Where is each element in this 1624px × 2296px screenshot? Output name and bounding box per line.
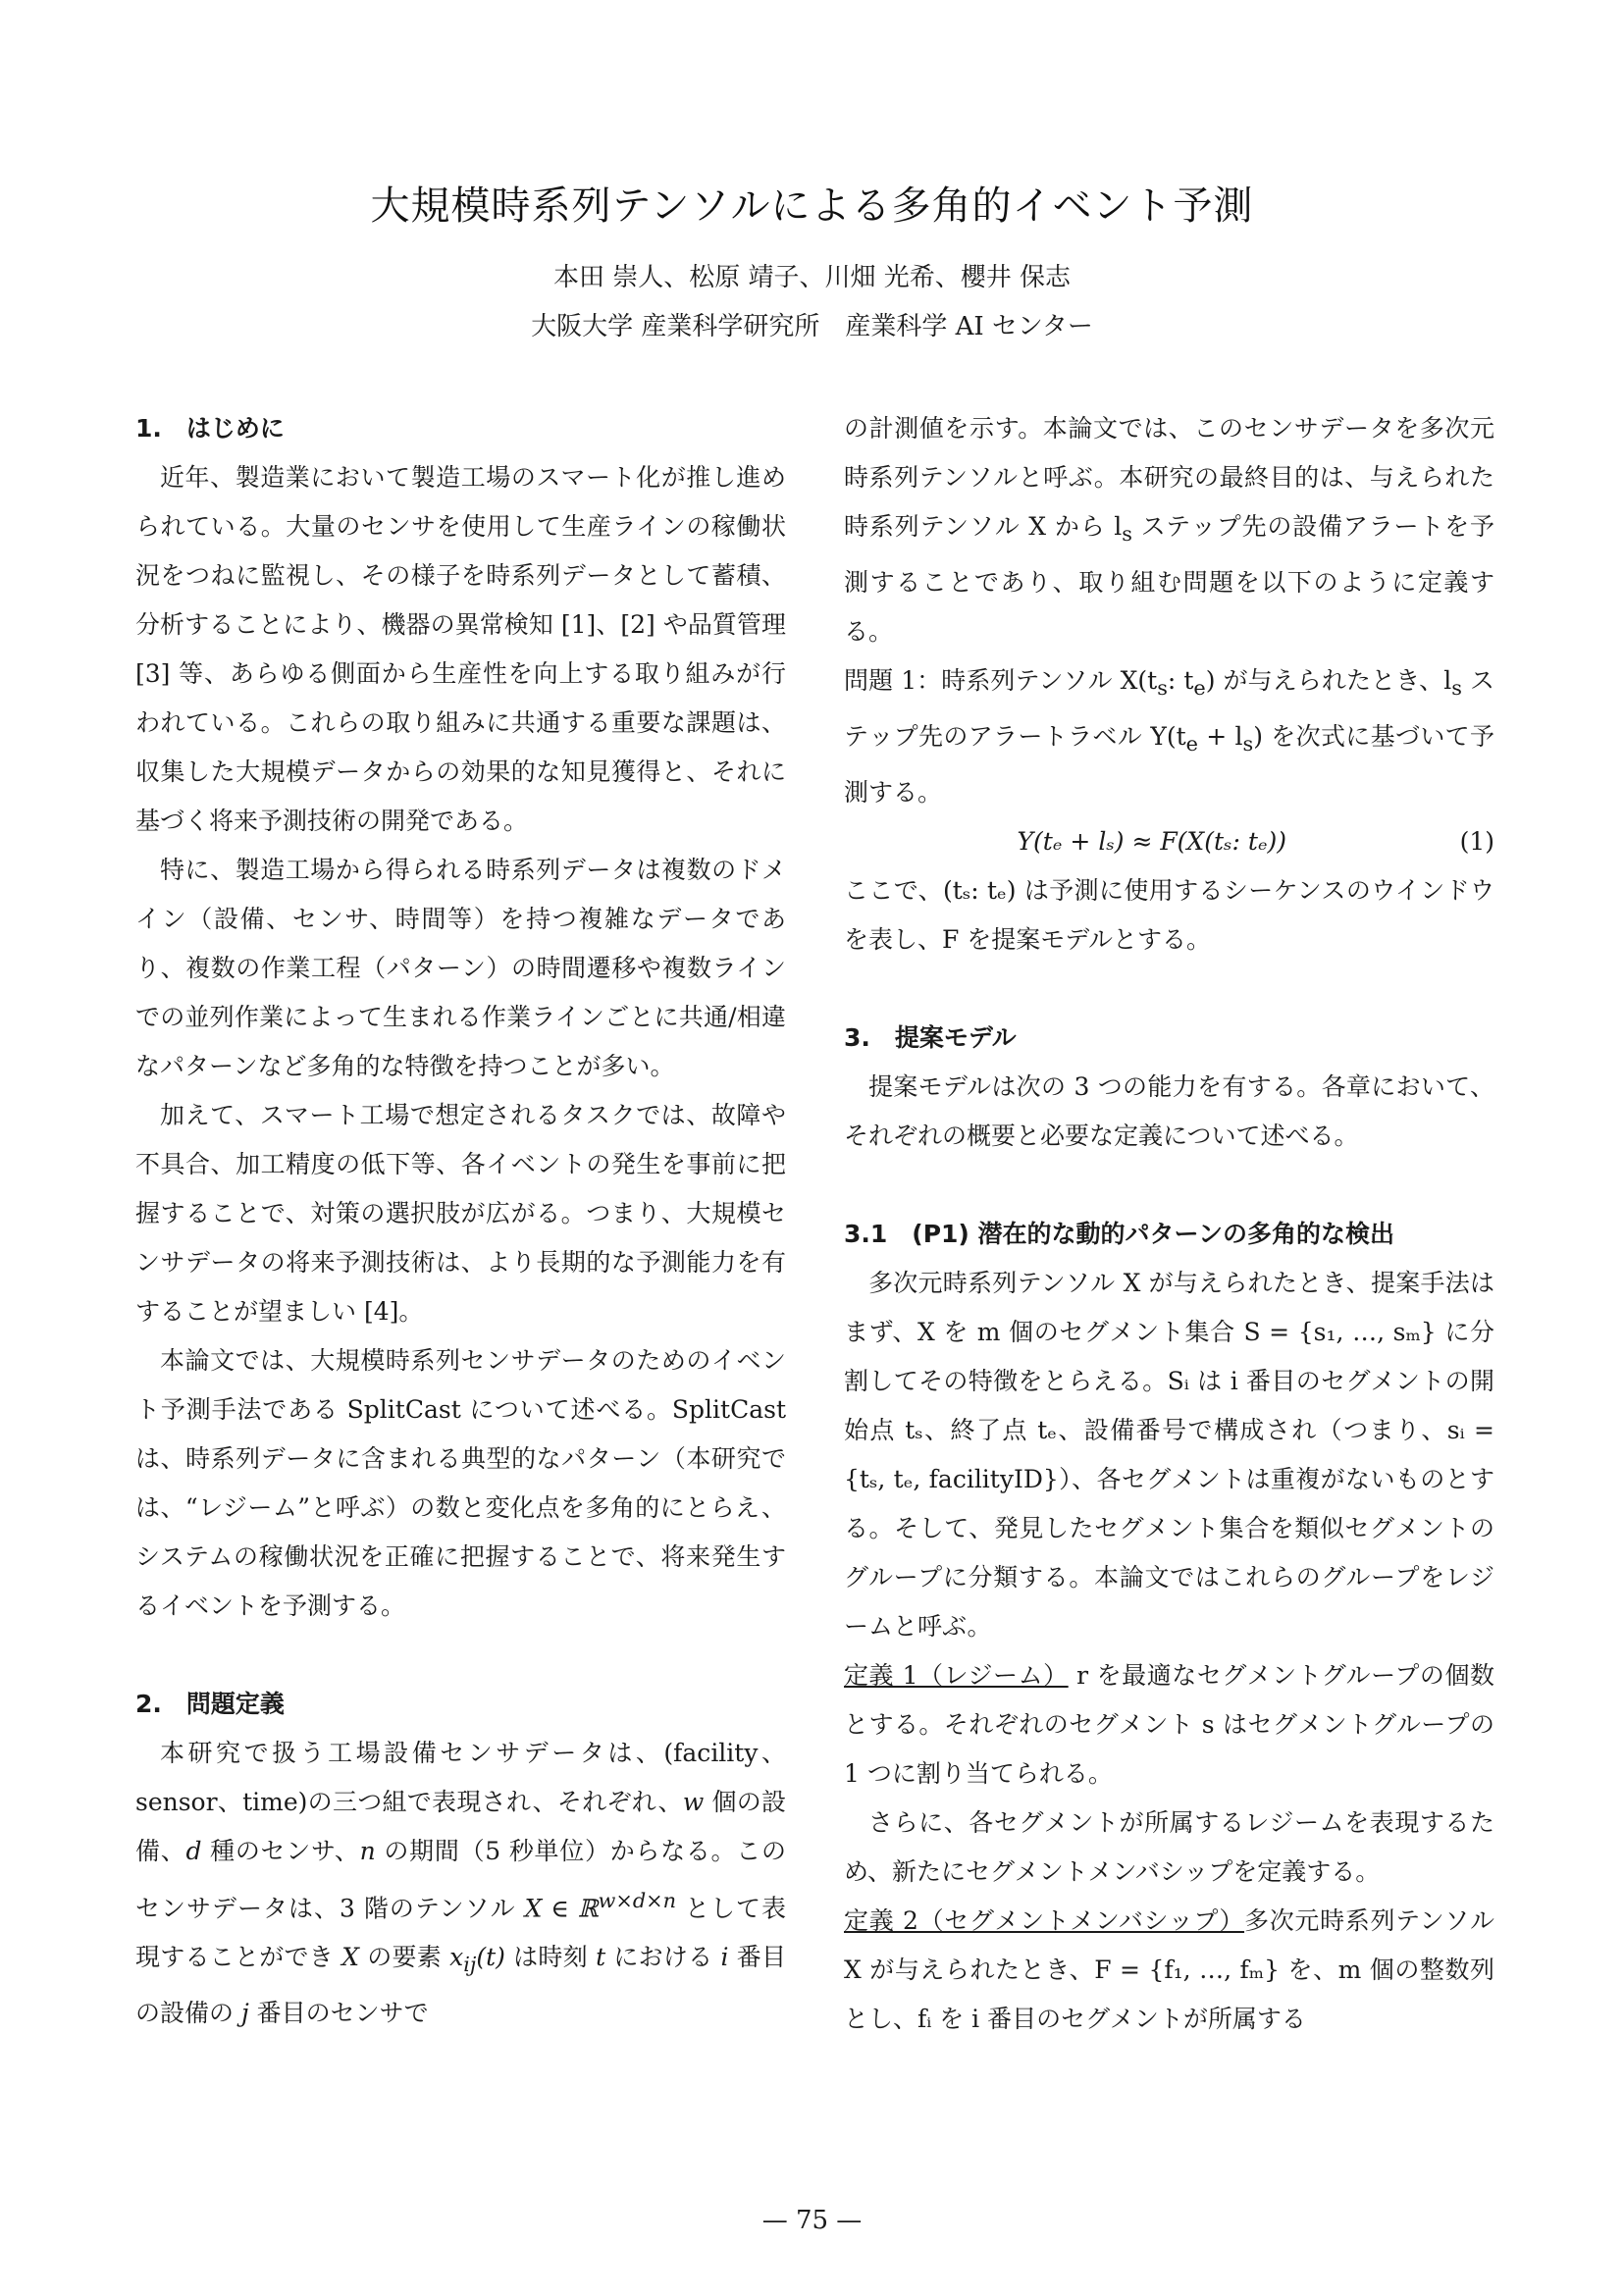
page-number: — 75 — xyxy=(761,2206,863,2235)
section-1-heading: 1. はじめに xyxy=(135,414,285,443)
left-column xyxy=(135,404,786,2038)
paragraph: 多次元時系列テンソル X が与えられたとき、提案手法はまず、X を m 個のセグメント集合 S = {s₁, …, sₘ} に分割してその特徴をとらえる。Sᵢ は i 番目のセグメントの開始点 tₛ、終了点 tₑ、設備番号で構成され（つまり、sᵢ = {tₛ, tₑ, facilityID}）、各セグメントは重複がないものとする。そして、発見したセグメント集合を類似セグメントのグループに分類する。本論文ではこれらのグループをレジームと呼ぶ。 xyxy=(844,1269,1494,1641)
problem-statement: 問題 1：時系列テンソル $X(t_s$: $t_e$) が与えられたとき、$l_s$ ステップ先のアラートラベル $Y(t_e + l_s)$ を次式に基づいて予測する。 xyxy=(844,666,1494,807)
definition-1: 定義 1（レジーム） r を最適なセグメントグループの個数とする。それぞれのセグメント s はセグメントグループの 1 つに割り当てられる。 xyxy=(844,1661,1494,1788)
paragraph: 本論文では、大規模時系列センサデータのためのイベント予測手法である SplitCast について述べる。SplitCast は、時系列データに含まれる典型的なパターン（本研究では、“レジーム”と呼ぶ）の数と変化点を多角的にとらえ、システムの稼働状況を正確に把握することで、将来発生するイベントを予測する。 xyxy=(135,1346,786,1620)
paper-title: 大規模時系列テンソルによる多角的イベント予測 xyxy=(370,183,1254,229)
paragraph: の計測値を示す。本論文では、このセンサデータを多次元時系列テンソルと呼ぶ。本研究の最終目的は、与えられた時系列テンソル X から $l_s$ ステップ先の設備アラートを予測することであり、取り組む問題を以下のように定義する。 xyxy=(844,414,1494,646)
definition-2: 定義 2（セグメントメンバシップ）多次元時系列テンソル X が与えられたとき、F = {f₁, …, fₘ} を、m 個の整数列とし、fᵢ を i 番目のセグメントが所属する xyxy=(844,1906,1494,2033)
paragraph: 特に、製造工場から得られる時系列データは複数のドメイン（設備、センサ、時間等）を持つ複雑なデータであり、複数の作業工程（パターン）の時間遷移や複数ラインでの並列作業によって生まれる作業ラインごとに共通/相違なパターンなど多角的な特徴を持つことが多い。 xyxy=(135,856,786,1080)
section-2-heading: 2. 問題定義 xyxy=(135,1690,285,1718)
paragraph: ここで、(tₛ: tₑ) は予測に使用するシーケンスのウインドウを表し、F を提案モデルとする。 xyxy=(844,876,1494,954)
equation-number: (1) xyxy=(1459,827,1494,856)
equation-1 xyxy=(844,817,1494,866)
authors: 本田 崇人、松原 靖子、川畑 光希、櫻井 保志 xyxy=(552,263,1072,292)
affiliation: 大阪大学 産業科学研究所 産業科学 AI センター xyxy=(531,312,1093,341)
section-3-1-heading: 3.1 (P1) 潜在的な動的パターンの多角的な検出 xyxy=(844,1220,1395,1248)
paragraph: 近年、製造業において製造工場のスマート化が推し進められている。大量のセンサを使用して生産ラインの稼働状況をつねに監視し、その様子を時系列データとして蓄積、分析することにより、機器の異常検知 [1]、[2] や品質管理 [3] 等、あらゆる側面から生産性を向上する取り組みが行われている。これらの取り組みに共通する重要な課題は、収集した大規模データからの効果的な知見獲得と、それに基づく将来予測技術の開発である。 xyxy=(135,463,786,835)
equation-body: Y(tₑ + lₛ) ≈ F(X(tₛ: tₑ)) xyxy=(1017,827,1287,856)
right-column xyxy=(844,404,1494,2044)
paragraph: 加えて、スマート工場で想定されるタスクでは、故障や不具合、加工精度の低下等、各イベントの発生を事前に把握することで、対策の選択肢が広がる。つまり、大規模センサデータの将来予測技術は、より長期的な予測能力を有することが望ましい [4]。 xyxy=(135,1101,786,1326)
paragraph: さらに、各セグメントが所属するレジームを表現するため、新たにセグメントメンバシップを定義する。 xyxy=(844,1808,1494,1886)
section-3-heading: 3. 提案モデル xyxy=(844,1023,1017,1052)
paragraph: 提案モデルは次の 3 つの能力を有する。各章において、それぞれの概要と必要な定義について述べる。 xyxy=(844,1072,1494,1150)
paragraph: 本研究で扱う工場設備センサデータは、(facility、sensor、time)の三つ組で表現され、それぞれ、w 個の設備、d 種のセンサ、n の期間（5 秒単位）からなる。このセンサデータは、3 階のテンソル X ∈ ℝ$^{w\times d\times n}$ として表現することができ X の要素 $x_{ij}(t)$ は時刻 t における i 番目の設備の j 番目のセンサで xyxy=(135,1739,786,2028)
